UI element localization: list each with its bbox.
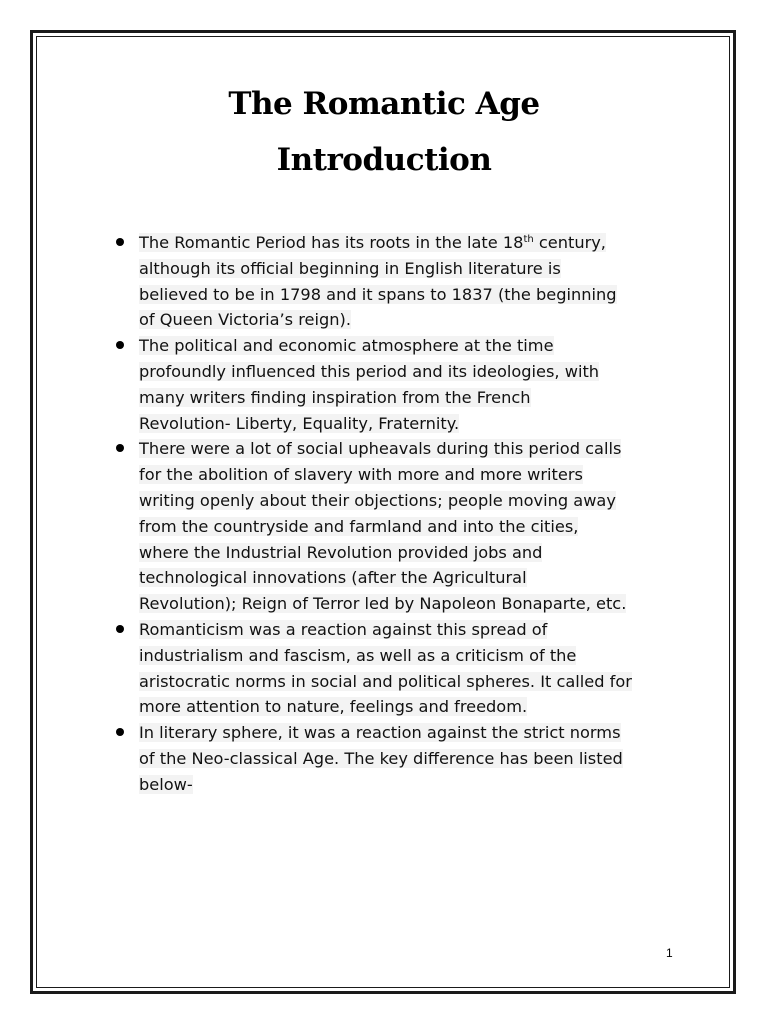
bullet-text-line [139, 462, 678, 488]
bullet-text: below- [139, 774, 193, 794]
bullet-text-line [139, 282, 678, 308]
bullet-dot-icon [116, 238, 124, 246]
bullet-item [116, 230, 678, 333]
bullet-text-highlight [139, 620, 547, 639]
document-title: The Romantic Age [228, 86, 540, 122]
bullet-text: of Queen Victoria’s reign). [139, 310, 351, 330]
bullet-text-highlight [139, 233, 606, 252]
bullet-text-highlight [139, 259, 561, 278]
bullet-dot-icon [116, 625, 124, 633]
bullet-text-line [139, 772, 678, 798]
bullet-text: There were a lot of social upheavals during this period calls [139, 439, 622, 459]
bullet-text-highlight [139, 723, 621, 742]
bullet-text-line [139, 694, 678, 720]
bullet-text-highlight [139, 388, 531, 407]
bullet-text: profoundly influenced this period and its ideologies, with [139, 361, 600, 381]
bullet-text-highlight [139, 568, 527, 587]
bullet-text-highlight [139, 672, 632, 691]
bullet-text: industrialism and fascism, as well as a criticism of the [139, 645, 577, 665]
document-subtitle: Introduction [276, 142, 492, 178]
bullet-text-line [139, 385, 678, 411]
bullet-text: The Romantic Period has its roots in the late 18 [139, 233, 524, 252]
bullet-text: of the Neo-classical Age. The key difference has been listed [139, 748, 623, 768]
bullet-text-highlight [139, 362, 599, 381]
bullet-text-line [139, 333, 678, 359]
bullet-text-highlight [139, 465, 583, 484]
bullet-text: where the Industrial Revolution provided jobs and [139, 542, 543, 562]
bullet-text-line [139, 359, 678, 385]
bullet-text-line [139, 617, 678, 643]
bullet-text-line [139, 720, 678, 746]
bullet-text-highlight [139, 439, 621, 458]
bullet-text-highlight [139, 594, 626, 613]
bullet-text-line [139, 643, 678, 669]
bullet-text-highlight [139, 414, 459, 433]
bullet-text-line [139, 411, 678, 437]
bullet-text: century, [533, 233, 606, 252]
bullet-text-line [139, 591, 678, 617]
bullet-text: for the abolition of slavery with more and more writers [139, 465, 583, 485]
bullet-text: In literary sphere, it was a reaction against the strict norms [139, 723, 621, 743]
bullet-text-line [139, 746, 678, 772]
bullet-dot-icon [116, 728, 124, 736]
bullet-text-highlight [139, 517, 578, 536]
superscript-text: th [523, 234, 534, 245]
bullet-text-line [139, 307, 678, 333]
bullet-text-highlight [139, 285, 617, 304]
bullet-text-line [139, 514, 678, 540]
bullet-text: Revolution- Liberty, Equality, Fraternity. [139, 413, 460, 433]
bullet-item [116, 436, 678, 617]
bullet-text: aristocratic norms in social and political spheres. It called for [139, 671, 632, 691]
bullet-item [116, 333, 678, 436]
page-number: 1 [666, 946, 673, 960]
bullet-text-line [139, 436, 678, 462]
bullet-text-line [139, 540, 678, 566]
bullet-list [116, 230, 678, 798]
bullet-text-highlight [139, 775, 193, 794]
bullet-text-highlight [139, 310, 351, 329]
bullet-text-highlight [139, 336, 554, 355]
bullet-dot-icon [116, 341, 124, 349]
bullet-item [116, 720, 678, 797]
bullet-text-highlight [139, 646, 576, 665]
bullet-text: from the countryside and farmland and into the cities, [139, 516, 579, 536]
bullet-text: Romanticism was a reaction against this spread of [139, 619, 548, 639]
bullet-text-highlight [139, 749, 623, 768]
bullet-text-highlight [139, 543, 542, 562]
bullet-text: Revolution); Reign of Terror led by Napoleon Bonaparte, etc. [139, 594, 627, 614]
bullet-text-line [139, 256, 678, 282]
bullet-text: believed to be in 1798 and it spans to 1837 (the beginning [139, 284, 617, 304]
bullet-text: many writers finding inspiration from the French [139, 387, 531, 407]
bullet-text: writing openly about their objections; people moving away [139, 490, 616, 510]
bullet-text-line [139, 230, 678, 256]
bullet-text: The political and economic atmosphere at the time [139, 336, 554, 356]
bullet-text-line [139, 565, 678, 591]
bullet-dot-icon [116, 444, 124, 452]
bullet-item [116, 617, 678, 720]
bullet-text-line [139, 488, 678, 514]
bullet-text: more attention to nature, feelings and freedom. [139, 697, 528, 717]
bullet-text: technological innovations (after the Agricultural [139, 568, 527, 588]
bullet-text: although its official beginning in English literature is [139, 258, 561, 278]
bullet-text-highlight [139, 491, 616, 510]
bullet-text-highlight [139, 697, 527, 716]
bullet-text-line [139, 669, 678, 695]
